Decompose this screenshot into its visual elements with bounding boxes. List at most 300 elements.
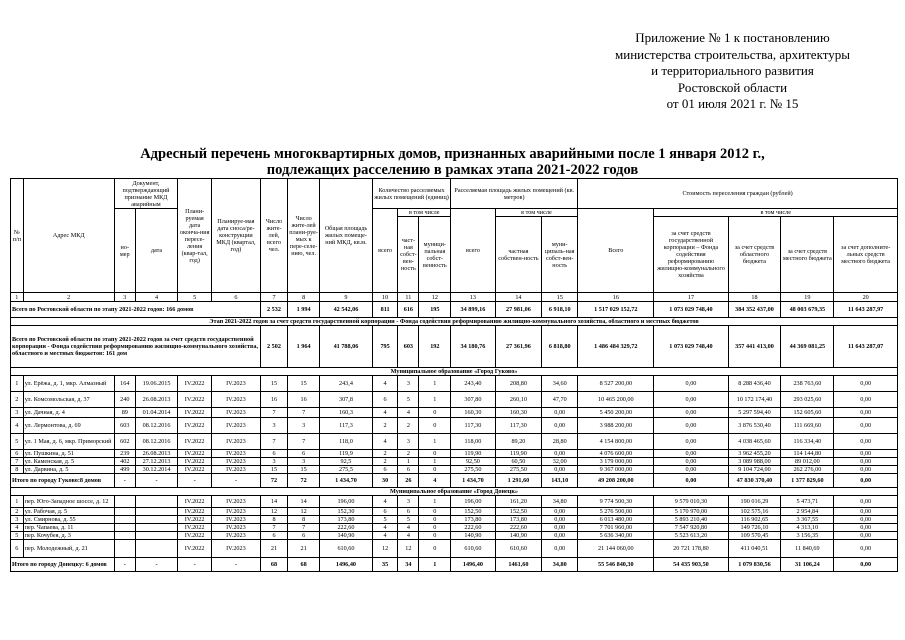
table-cell: IV.2022 (178, 540, 212, 558)
table-cell (114, 508, 135, 516)
table-cell (135, 516, 177, 524)
table-cell: 0,00 (834, 508, 898, 516)
table-cell: ул. Пушкина, д. 51 (23, 450, 114, 458)
section-total-value: 72 (288, 474, 320, 488)
table-cell: 402 (114, 458, 135, 466)
table-cell: 5 893 210,40 (654, 516, 728, 524)
table-cell: 08.12.2016 (135, 434, 177, 450)
table-cell: 5 450 200,00 (578, 408, 654, 418)
total-label: Всего по Ростовской области по этапу 2021-2022 годов: 166 домов (11, 302, 261, 318)
table-cell: 0,00 (654, 418, 728, 434)
table-cell: 3 367,55 (781, 516, 834, 524)
th-rooms: Количество расселяемых жилых помещений (единиц) (372, 179, 450, 209)
table-cell: IV.2023 (212, 508, 261, 516)
th-cost-local: за счет средств местного бюджета (781, 217, 834, 293)
th-planned-demolish: Планируе-мая дата сноса/ре-конструкции МКД (квартал, год) (212, 179, 261, 293)
table-cell: IV.2022 (178, 532, 212, 540)
table-cell: IV.2023 (212, 418, 261, 434)
table-cell: 411 040,51 (728, 540, 781, 558)
table-cell: 10 465 200,00 (578, 392, 654, 408)
stage-total-row (11, 326, 898, 368)
column-number: 8 (288, 293, 320, 302)
appendix-line: Приложение № 1 к постановлению (635, 30, 830, 45)
table-cell: 243,4 (320, 376, 373, 392)
table-cell: 4 (372, 376, 397, 392)
table-cell: 0 (419, 450, 451, 458)
table-cell: 4 (11, 524, 24, 532)
table-row (11, 408, 898, 418)
table-cell: 610,60 (495, 540, 542, 558)
table-cell: 15 (288, 376, 320, 392)
table-cell: 5 276 500,00 (578, 508, 654, 516)
table-cell: 27.12.2013 (135, 458, 177, 466)
table-cell: 14 (288, 496, 320, 508)
table-cell: IV.2023 (212, 408, 261, 418)
table-cell: 21 (260, 540, 288, 558)
table-cell: 603 (114, 418, 135, 434)
total-value: 2 532 (260, 302, 288, 318)
table-cell: IV.2023 (212, 524, 261, 532)
table-cell: 0,00 (654, 392, 728, 408)
column-number: 5 (178, 293, 212, 302)
section-total-value: 35 (372, 558, 397, 572)
table-cell: 0,00 (834, 450, 898, 458)
housing-table (10, 178, 898, 572)
table-cell: 119,90 (451, 450, 495, 458)
column-number: 9 (320, 293, 373, 302)
table-cell: 173,80 (320, 516, 373, 524)
table-cell (114, 516, 135, 524)
table-cell: 5 (398, 516, 419, 524)
table-cell: IV.2022 (178, 458, 212, 466)
table-cell: 3 (288, 458, 320, 466)
column-number: 6 (212, 293, 261, 302)
table-cell: 6 (288, 532, 320, 540)
section-total-value: 26 (398, 474, 419, 488)
column-number: 11 (398, 293, 419, 302)
th-doc: Документ, подтверждающий признание МКД аварийным (114, 179, 178, 209)
table-cell: 8 (288, 516, 320, 524)
table-cell: 6 (398, 508, 419, 516)
table-cell: 119,90 (495, 450, 542, 458)
table-cell: 610,60 (320, 540, 373, 558)
section-total-value: 68 (288, 558, 320, 572)
table-cell: 0,00 (654, 434, 728, 450)
section-title: Муниципальное образование «Город Донецк» (11, 488, 898, 496)
table-cell: ул. Лермонтова, д. 69 (23, 418, 114, 434)
table-cell: 117,30 (451, 418, 495, 434)
table-cell: ул. Дарвина, д. 5 (23, 466, 114, 474)
table-cell: 5 (11, 434, 24, 450)
table-cell: IV.2023 (212, 540, 261, 558)
table-cell: 140,90 (451, 532, 495, 540)
table-cell: 239 (114, 450, 135, 458)
table-cell: пер. Кочубея, д. 3 (23, 532, 114, 540)
table-cell: 2 (398, 450, 419, 458)
section-total-label: Итого по городу Гуково:8 домов (11, 474, 115, 488)
table-cell: 3 (260, 418, 288, 434)
section-title: Муниципальное образование «Город Гуково» (11, 368, 898, 376)
table-cell: 3 876 530,40 (728, 418, 781, 434)
table-cell: 196,00 (320, 496, 373, 508)
table-cell: 275,50 (495, 466, 542, 474)
table-cell: 4 (398, 532, 419, 540)
table-cell: 26.08.2013 (135, 450, 177, 458)
table-cell: 111 669,60 (781, 418, 834, 434)
table-cell: 01.04.2014 (135, 408, 177, 418)
table-cell: IV.2022 (178, 524, 212, 532)
table-cell: 208,80 (495, 376, 542, 392)
table-cell: IV.2022 (178, 450, 212, 458)
table-cell: 0,00 (834, 408, 898, 418)
total-value: 2 502 (260, 326, 288, 368)
table-cell: 0,00 (834, 434, 898, 450)
column-number: 12 (419, 293, 451, 302)
section-total-value: 72 (260, 474, 288, 488)
table-cell (135, 540, 177, 558)
th-total-area: Общая площадь жилых помеще-ний МКД, кв.м. (320, 179, 373, 293)
table-cell: 0,00 (834, 466, 898, 474)
table-cell: IV.2022 (178, 376, 212, 392)
table-cell: 21 (288, 540, 320, 558)
table-cell: 1 (419, 496, 451, 508)
table-cell: 161,20 (495, 496, 542, 508)
table-row (11, 496, 898, 508)
table-cell: IV.2023 (212, 458, 261, 466)
table-cell: 12 (398, 540, 419, 558)
title-line-1: Адресный перечень многоквартирных домов, признанных аварийными после 1 января 2012 г., (140, 146, 765, 162)
table-cell: 0,00 (542, 418, 578, 434)
section-total-value: 1 079 830,56 (728, 558, 781, 572)
table-cell: 2 (372, 458, 397, 466)
total-value: 6 918,10 (542, 302, 578, 318)
section-total-value: 47 830 370,40 (728, 474, 781, 488)
table-cell: 3 156,35 (781, 532, 834, 540)
table-cell: 1 (419, 434, 451, 450)
section-total-value: - (114, 474, 135, 488)
table-cell: 0,00 (834, 524, 898, 532)
table-cell: 4 (372, 524, 397, 532)
total-value: 6 818,80 (542, 326, 578, 368)
table-cell: 2 (11, 508, 24, 516)
table-cell (135, 508, 177, 516)
table-cell: 114 144,80 (781, 450, 834, 458)
section-total-value: 1 291,60 (495, 474, 542, 488)
th-cost-total: Всего (578, 209, 654, 293)
table-cell: 4 (372, 408, 397, 418)
table-cell: 0,00 (542, 532, 578, 540)
total-value: 1 073 029 748,40 (654, 302, 728, 318)
th-planned-resettle: Плани-руемая дата оконча-ния пересе-ления (квар-тал, год) (178, 179, 212, 293)
table-cell: 116 334,40 (781, 434, 834, 450)
total-value: 1 964 (288, 326, 320, 368)
table-cell: 102 575,16 (728, 508, 781, 516)
table-cell: 26.08.2013 (135, 392, 177, 408)
table-cell: 4 154 800,00 (578, 434, 654, 450)
table-cell: 12 (372, 540, 397, 558)
table-cell: 173,80 (451, 516, 495, 524)
table-cell: 3 179 000,00 (578, 458, 654, 466)
table-cell: 3 (260, 458, 288, 466)
total-value: 48 003 679,35 (781, 302, 834, 318)
th-cost-extra: за счет дополните-льных средств местного бюджета (834, 217, 898, 293)
th-address: Адрес МКД (23, 179, 114, 293)
table-cell: 15 (288, 466, 320, 474)
table-cell: 16 (288, 392, 320, 408)
table-cell: 08.12.2016 (135, 418, 177, 434)
th-cost-incl: в том числе (654, 209, 898, 217)
th-rooms-private: част-ная собст-вен-ность (398, 217, 419, 293)
table-cell: 5 636 340,00 (578, 532, 654, 540)
th-rooms-total: всего (372, 209, 397, 293)
total-label: Всего по Ростовской области по этапу 2021-2022 годов за счет средств государственной корпорации - Фонда содействия реформированию жилищно-коммунального хозяйства, областного и местных бюджетов: 161 дом (11, 326, 261, 368)
table-cell: 109 570,45 (728, 532, 781, 540)
section-total-value: - (135, 558, 177, 572)
table-cell: 6 (260, 532, 288, 540)
table-cell: IV.2022 (178, 496, 212, 508)
table-cell: 8 (260, 516, 288, 524)
table-cell: 89 (114, 408, 135, 418)
table-cell: 16 (260, 392, 288, 408)
table-cell: ул. Каменская, д. 5 (23, 458, 114, 466)
table-cell: 117,30 (495, 418, 542, 434)
table-row (11, 392, 898, 408)
table-cell: IV.2023 (212, 496, 261, 508)
table-cell: 20 721 178,80 (654, 540, 728, 558)
table-cell: 4 (372, 532, 397, 540)
section-total-value: 1496,40 (320, 558, 373, 572)
table-cell: 0 (419, 516, 451, 524)
table-cell: 7 (288, 524, 320, 532)
table-cell: 1 (419, 392, 451, 408)
table-cell: 152,50 (495, 508, 542, 516)
table-cell: 0,00 (542, 408, 578, 418)
table-cell: 8 527 200,00 (578, 376, 654, 392)
section-total-value: 143,10 (542, 474, 578, 488)
table-cell: 4 (372, 496, 397, 508)
table-cell: 173,80 (495, 516, 542, 524)
table-cell: 0 (419, 532, 451, 540)
table-cell: 3 (11, 516, 24, 524)
section-total-row (11, 558, 898, 572)
table-cell: 2 (398, 418, 419, 434)
section-total-value: 0,00 (654, 474, 728, 488)
table-cell: 0,00 (654, 376, 728, 392)
table-row (11, 532, 898, 540)
table-cell: 6 (372, 466, 397, 474)
table-cell: 4 (398, 524, 419, 532)
total-value: 192 (419, 326, 451, 368)
table-cell: 7 701 960,00 (578, 524, 654, 532)
table-cell: ул. Комсомольская, д. 37 (23, 392, 114, 408)
column-number: 19 (781, 293, 834, 302)
table-cell: 0 (419, 508, 451, 516)
table-cell: 3 (11, 408, 24, 418)
table-cell: пер. Молодежный, д. 21 (23, 540, 114, 558)
table-cell: 7 (288, 434, 320, 450)
total-value: 34 180,76 (451, 326, 495, 368)
section-total-label: Итого по городу Донецку: 6 домов (11, 558, 115, 572)
total-value: 616 (398, 302, 419, 318)
table-cell: 0,00 (834, 496, 898, 508)
appendix-block (560, 30, 905, 113)
th-area: Расселяемая площадь жилых помещений (кв. метров) (451, 179, 578, 209)
table-cell: 5 297 594,40 (728, 408, 781, 418)
total-value: 811 (372, 302, 397, 318)
table-cell: 1 (398, 458, 419, 466)
section-total-value: 1 (419, 558, 451, 572)
table-cell: 5 (11, 532, 24, 540)
table-row (11, 466, 898, 474)
table-row (11, 418, 898, 434)
table-cell: 118,00 (451, 434, 495, 450)
table-cell: 118,0 (320, 434, 373, 450)
table-cell: IV.2022 (178, 466, 212, 474)
table-cell: 1 (11, 376, 24, 392)
table-row (11, 540, 898, 558)
table-cell: 9 774 500,30 (578, 496, 654, 508)
section-total-value: 4 (419, 474, 451, 488)
table-cell: 164 (114, 376, 135, 392)
th-area-incl: в том числе (495, 209, 578, 217)
th-residents-total: Число жите-лей, всего чел. (260, 179, 288, 293)
th-rooms-municipal: муници-пальная собст-венность (419, 217, 451, 293)
section-total-value: 1 377 829,60 (781, 474, 834, 488)
table-cell: 4 (372, 434, 397, 450)
table-cell: 152,50 (451, 508, 495, 516)
th-cost: Стоимость переселения граждан (рублей) (578, 179, 898, 209)
table-cell: 222,60 (320, 524, 373, 532)
table-cell: 262 276,00 (781, 466, 834, 474)
column-number: 17 (654, 293, 728, 302)
total-value: 27 361,96 (495, 326, 542, 368)
th-doc-num: но-мер (114, 209, 135, 293)
stage-header-row (11, 318, 898, 326)
table-cell: IV.2023 (212, 516, 261, 524)
table-cell: 0,00 (654, 408, 728, 418)
table-cell: 1 (419, 376, 451, 392)
section-total-value: 1461,60 (495, 558, 542, 572)
section-total-value: - (135, 474, 177, 488)
table-cell: 0,00 (834, 376, 898, 392)
section-total-value: 1496,40 (451, 558, 495, 572)
table-cell: 117,3 (320, 418, 373, 434)
column-number: 4 (135, 293, 177, 302)
table-cell: IV.2022 (178, 408, 212, 418)
total-value: 1 994 (288, 302, 320, 318)
column-number: 3 (114, 293, 135, 302)
table-cell: 10 172 174,40 (728, 392, 781, 408)
total-value: 11 643 287,07 (834, 326, 898, 368)
table-cell: 243,40 (451, 376, 495, 392)
table-row (11, 524, 898, 532)
title-line-2: подлежащих расселению в рамках этапа 2021-2022 годов (266, 162, 639, 178)
table-cell: 152,30 (320, 508, 373, 516)
table-cell: IV.2022 (178, 508, 212, 516)
table-cell: 92,5 (320, 458, 373, 466)
section-header-row (11, 368, 898, 376)
appendix-line: и территориального развития (651, 63, 814, 78)
table-cell: 11 840,69 (781, 540, 834, 558)
table-cell: 0,00 (834, 392, 898, 408)
column-number: 7 (260, 293, 288, 302)
table-cell: 0 (419, 466, 451, 474)
table-cell: 0,00 (542, 466, 578, 474)
table-cell (135, 496, 177, 508)
table-cell: 7 (260, 434, 288, 450)
total-value: 11 643 287,97 (834, 302, 898, 318)
table-cell: 92,50 (451, 458, 495, 466)
total-value: 34 899,16 (451, 302, 495, 318)
section-total-row (11, 474, 898, 488)
table-cell: 5 170 970,00 (654, 508, 728, 516)
table-cell: 0,00 (654, 466, 728, 474)
section-total-value: - (178, 558, 212, 572)
total-value: 1 517 029 152,72 (578, 302, 654, 318)
table-cell: 275,50 (451, 466, 495, 474)
table-cell: 140,90 (495, 532, 542, 540)
table-cell: 160,3 (320, 408, 373, 418)
section-total-value: - (114, 558, 135, 572)
table-cell: 293 025,60 (781, 392, 834, 408)
table-cell: 7 (260, 408, 288, 418)
table-cell: 0,00 (834, 516, 898, 524)
table-cell: 15 (260, 466, 288, 474)
table-cell: 4 (11, 418, 24, 434)
section-total-value: 1 434,70 (320, 474, 373, 488)
table-cell: 8 288 436,40 (728, 376, 781, 392)
table-cell: 6 013 480,00 (578, 516, 654, 524)
table-cell: 119,9 (320, 450, 373, 458)
table-cell: ул. Ерёжа, д. 1, мкр. Алмазный (23, 376, 114, 392)
table-cell: ул. 1 Мая, д. 6, мкр. Приморский (23, 434, 114, 450)
table-row (11, 508, 898, 516)
table-cell: IV.2023 (212, 450, 261, 458)
section-total-value: - (212, 474, 261, 488)
table-cell: 14 (260, 496, 288, 508)
total-value: 27 981,06 (495, 302, 542, 318)
column-number: 2 (23, 293, 114, 302)
table-cell: 6 (11, 540, 24, 558)
table-cell: 0,00 (542, 516, 578, 524)
total-value: 1 486 484 329,72 (578, 326, 654, 368)
table-row (11, 376, 898, 392)
table-cell: 0 (419, 418, 451, 434)
total-value: 41 788,06 (320, 326, 373, 368)
total-value: 357 441 413,00 (728, 326, 781, 368)
table-cell: 60,50 (495, 458, 542, 466)
table-cell: 12 (288, 508, 320, 516)
section-header-row (11, 488, 898, 496)
table-row (11, 450, 898, 458)
section-total-value: 0,00 (834, 558, 898, 572)
th-cost-fund: за счет средств государственной корпорации – Фонда содействия реформированию жилищно-коммунального хозяйства (654, 217, 728, 293)
appendix-line: министерства строительства, архитектуры (615, 46, 850, 62)
table-cell: 2 954,84 (781, 508, 834, 516)
column-number: 1 (11, 293, 24, 302)
table-cell: 9 579 010,30 (654, 496, 728, 508)
table-cell: 7 547 920,80 (654, 524, 728, 532)
table-cell: 7 (11, 458, 24, 466)
table-cell: 9 104 724,00 (728, 466, 781, 474)
table-body (11, 302, 898, 572)
table-cell: 2 (372, 450, 397, 458)
table-cell: 30.12.2014 (135, 466, 177, 474)
column-number: 18 (728, 293, 781, 302)
table-cell: 0,00 (542, 508, 578, 516)
table-cell: 0,00 (542, 540, 578, 558)
grand-total-row (11, 302, 898, 318)
